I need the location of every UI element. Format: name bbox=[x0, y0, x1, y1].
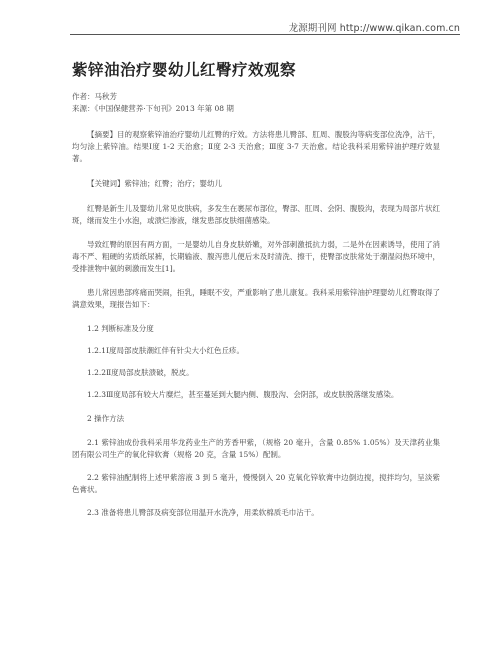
site-header[interactable]: 龙源期刊网 http://www.qikan.com.cn bbox=[288, 23, 460, 34]
article-source: 来源：《中国保健营养·下旬刊》2013 年第 08 期 bbox=[72, 104, 234, 113]
body-paragraph-1: 红臀是新生儿及婴幼儿常见皮肤病，多发生在裹尿布部位，臀部、肛周、会阴、腹股沟，表现为局部片状红斑，继而发生小水泡，或溃烂渗液，继发患部皮肤细菌感染。 bbox=[72, 204, 440, 225]
method-preparation-paragraph: 2.2 紫锌油配制将上述甲紫溶液 3 到 5 毫升，慢慢倒入 20 克氧化锌软膏中边倒边搅，搅拌均匀，呈淡紫色膏状。 bbox=[72, 473, 440, 494]
method-ingredients-paragraph: 2.1 紫锌油成份我科采用华龙药业生产的芳香甲紫，（规格 20 毫升，含量 0.85% 1.05%）及天津药业集团有限公司生产的氧化锌软膏（规格 20 克，含量 15%）配制。 bbox=[72, 438, 440, 459]
method-cleaning-paragraph: 2.3 准备将患儿臀部及病变部位用温开水洗净，用柔软棉质毛巾沾干。 bbox=[87, 508, 319, 517]
body-paragraph-3: 患儿常因患部疼痛而哭闹，拒乳，睡眠不安，严重影响了患儿康复。我科采用紫锌油护理婴幼儿红臀取得了满意效果，现报告如下： bbox=[72, 288, 440, 309]
section-heading-method: 2 操作方法 bbox=[87, 414, 125, 423]
grade-3-paragraph: 1.2.3Ⅲ度局部有较大片糜烂，甚至蔓延到大腿内侧、腹股沟、会阴部，或皮肤脱落继发感染。 bbox=[87, 390, 399, 399]
body-paragraph-2: 导致红臀的原因有两方面，一是婴幼儿自身皮肤娇嫩，对外部刺激抵抗力弱，二是外在因素诱导，使用了消毒不严、粗硬的劣质纸尿裤，长期输液、腹泻患儿便后未及时清洗、擦干，使臀部皮肤常处于潮湿闷热环境中，受排泄物中氨的刺激而发生[1]。 bbox=[72, 240, 440, 273]
section-heading-criteria: 1.2 判断标准及分度 bbox=[87, 324, 154, 333]
abstract-paragraph: 【摘要】目的观察紫锌油治疗婴幼儿红臀的疗效。方法将患儿臀部、肛周、腹股沟等病变部位洗净，沾干，均匀涂上紫锌油。结果Ⅰ度 1-2 天治愈；Ⅱ度 2-3 天治愈；Ⅲ度 3-7 天治愈。结论我科采用紫锌油护理疗效显著。 bbox=[72, 130, 440, 163]
keywords-paragraph: 【关键词】紫锌油；红臀；治疗；婴幼儿 bbox=[87, 179, 222, 188]
grade-2-paragraph: 1.2.2Ⅱ度局部皮肤溃破，脱皮。 bbox=[87, 368, 194, 377]
article-body bbox=[72, 58, 440, 519]
grade-1-paragraph: 1.2.1Ⅰ度局部皮肤潮红伴有针尖大小红色丘疹。 bbox=[87, 346, 245, 355]
article-title: 紫锌油治疗婴幼儿红臀疗效观察 bbox=[72, 61, 297, 79]
header-divider bbox=[70, 34, 460, 35]
article-author: 作者：马秋芳 bbox=[72, 92, 117, 101]
